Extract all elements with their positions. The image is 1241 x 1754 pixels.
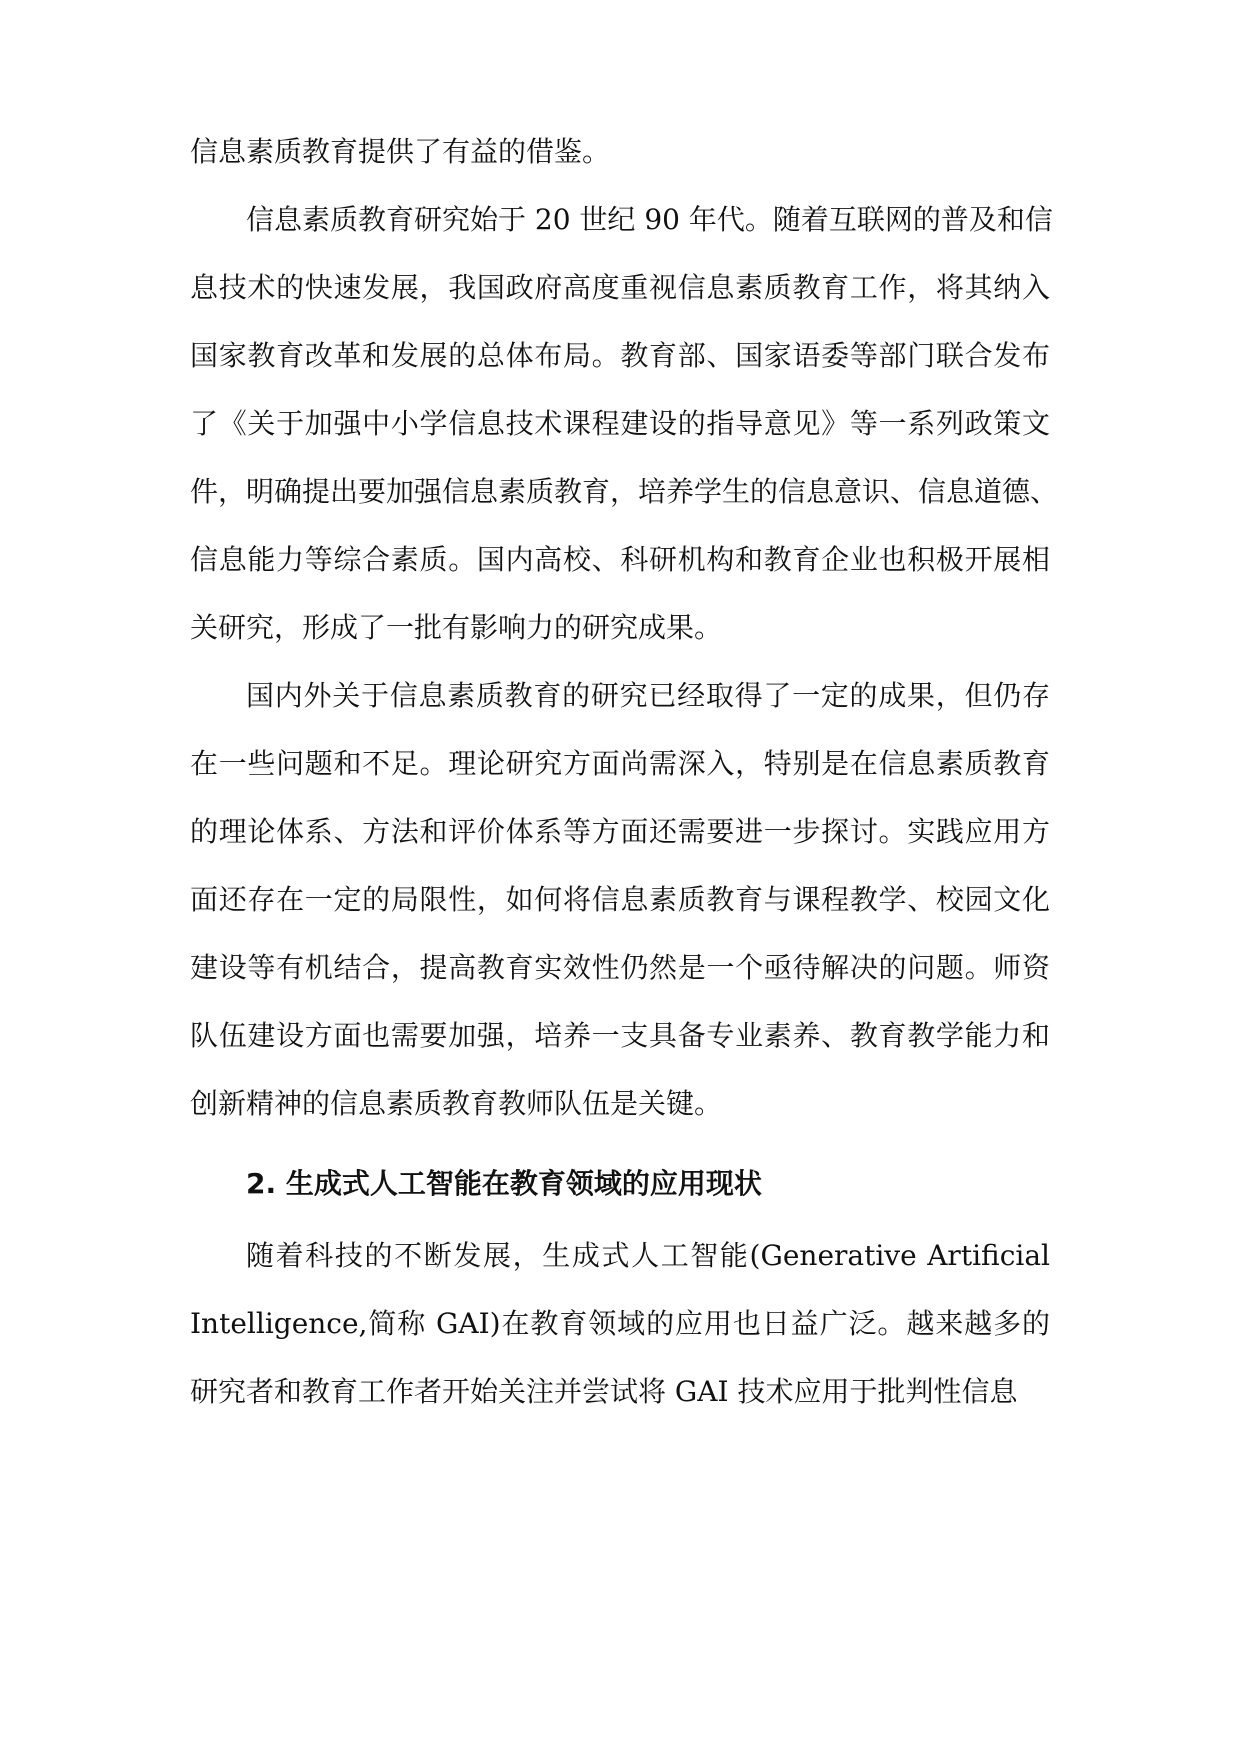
paragraph-line: 面还存在一定的局限性，如何将信息素质教育与课程教学、校园文化 — [190, 883, 1050, 916]
paragraph-line: 信息素质教育研究始于 20 世纪 90 年代。随着互联网的普及和信 — [246, 203, 1053, 236]
paragraph-line: 件，明确提出要加强信息素质教育，培养学生的信息意识、信息道德、 — [190, 475, 1059, 508]
paragraph-line: 建设等有机结合，提高教育实效性仍然是一个亟待解决的问题。师资 — [190, 951, 1050, 984]
paragraph-line: Intelligence,简称 GAI)在教育领域的应用也日益广泛。越来越多的 — [190, 1307, 1050, 1340]
paragraph-line: 信息素质教育提供了有益的借鉴。 — [190, 135, 611, 168]
paragraph-line: 队伍建设方面也需要加强，培养一支具备专业素养、教育教学能力和 — [190, 1019, 1050, 1052]
paragraph-line: 国家教育改革和发展的总体布局。教育部、国家语委等部门联合发布 — [190, 339, 1050, 372]
paragraph-line: 的理论体系、方法和评价体系等方面还需要进一步探讨。实践应用方 — [190, 815, 1050, 848]
paragraph-line: 国内外关于信息素质教育的研究已经取得了一定的成果，但仍存 — [246, 679, 1050, 712]
paragraph-line: 创新精神的信息素质教育教师队伍是关键。 — [190, 1087, 723, 1120]
paragraph-line: 关研究，形成了一批有影响力的研究成果。 — [190, 611, 723, 644]
paragraph-line: 在一些问题和不足。理论研究方面尚需深入，特别是在信息素质教育 — [190, 747, 1050, 780]
paragraph-line: 研究者和教育工作者开始关注并尝试将 GAI 技术应用于批判性信息 — [190, 1375, 1018, 1408]
paragraph-line: 信息能力等综合素质。国内高校、科研机构和教育企业也积极开展相 — [190, 543, 1050, 576]
section-heading: 2. 生成式人工智能在教育领域的应用现状 — [246, 1167, 762, 1200]
paragraph-line: 了《关于加强中小学信息技术课程建设的指导意见》等一系列政策文 — [190, 407, 1050, 440]
paragraph-line: 随着科技的不断发展，生成式人工智能(Generative Artificial — [246, 1239, 1050, 1272]
paragraph-line: 息技术的快速发展，我国政府高度重视信息素质教育工作，将其纳入 — [190, 271, 1050, 304]
